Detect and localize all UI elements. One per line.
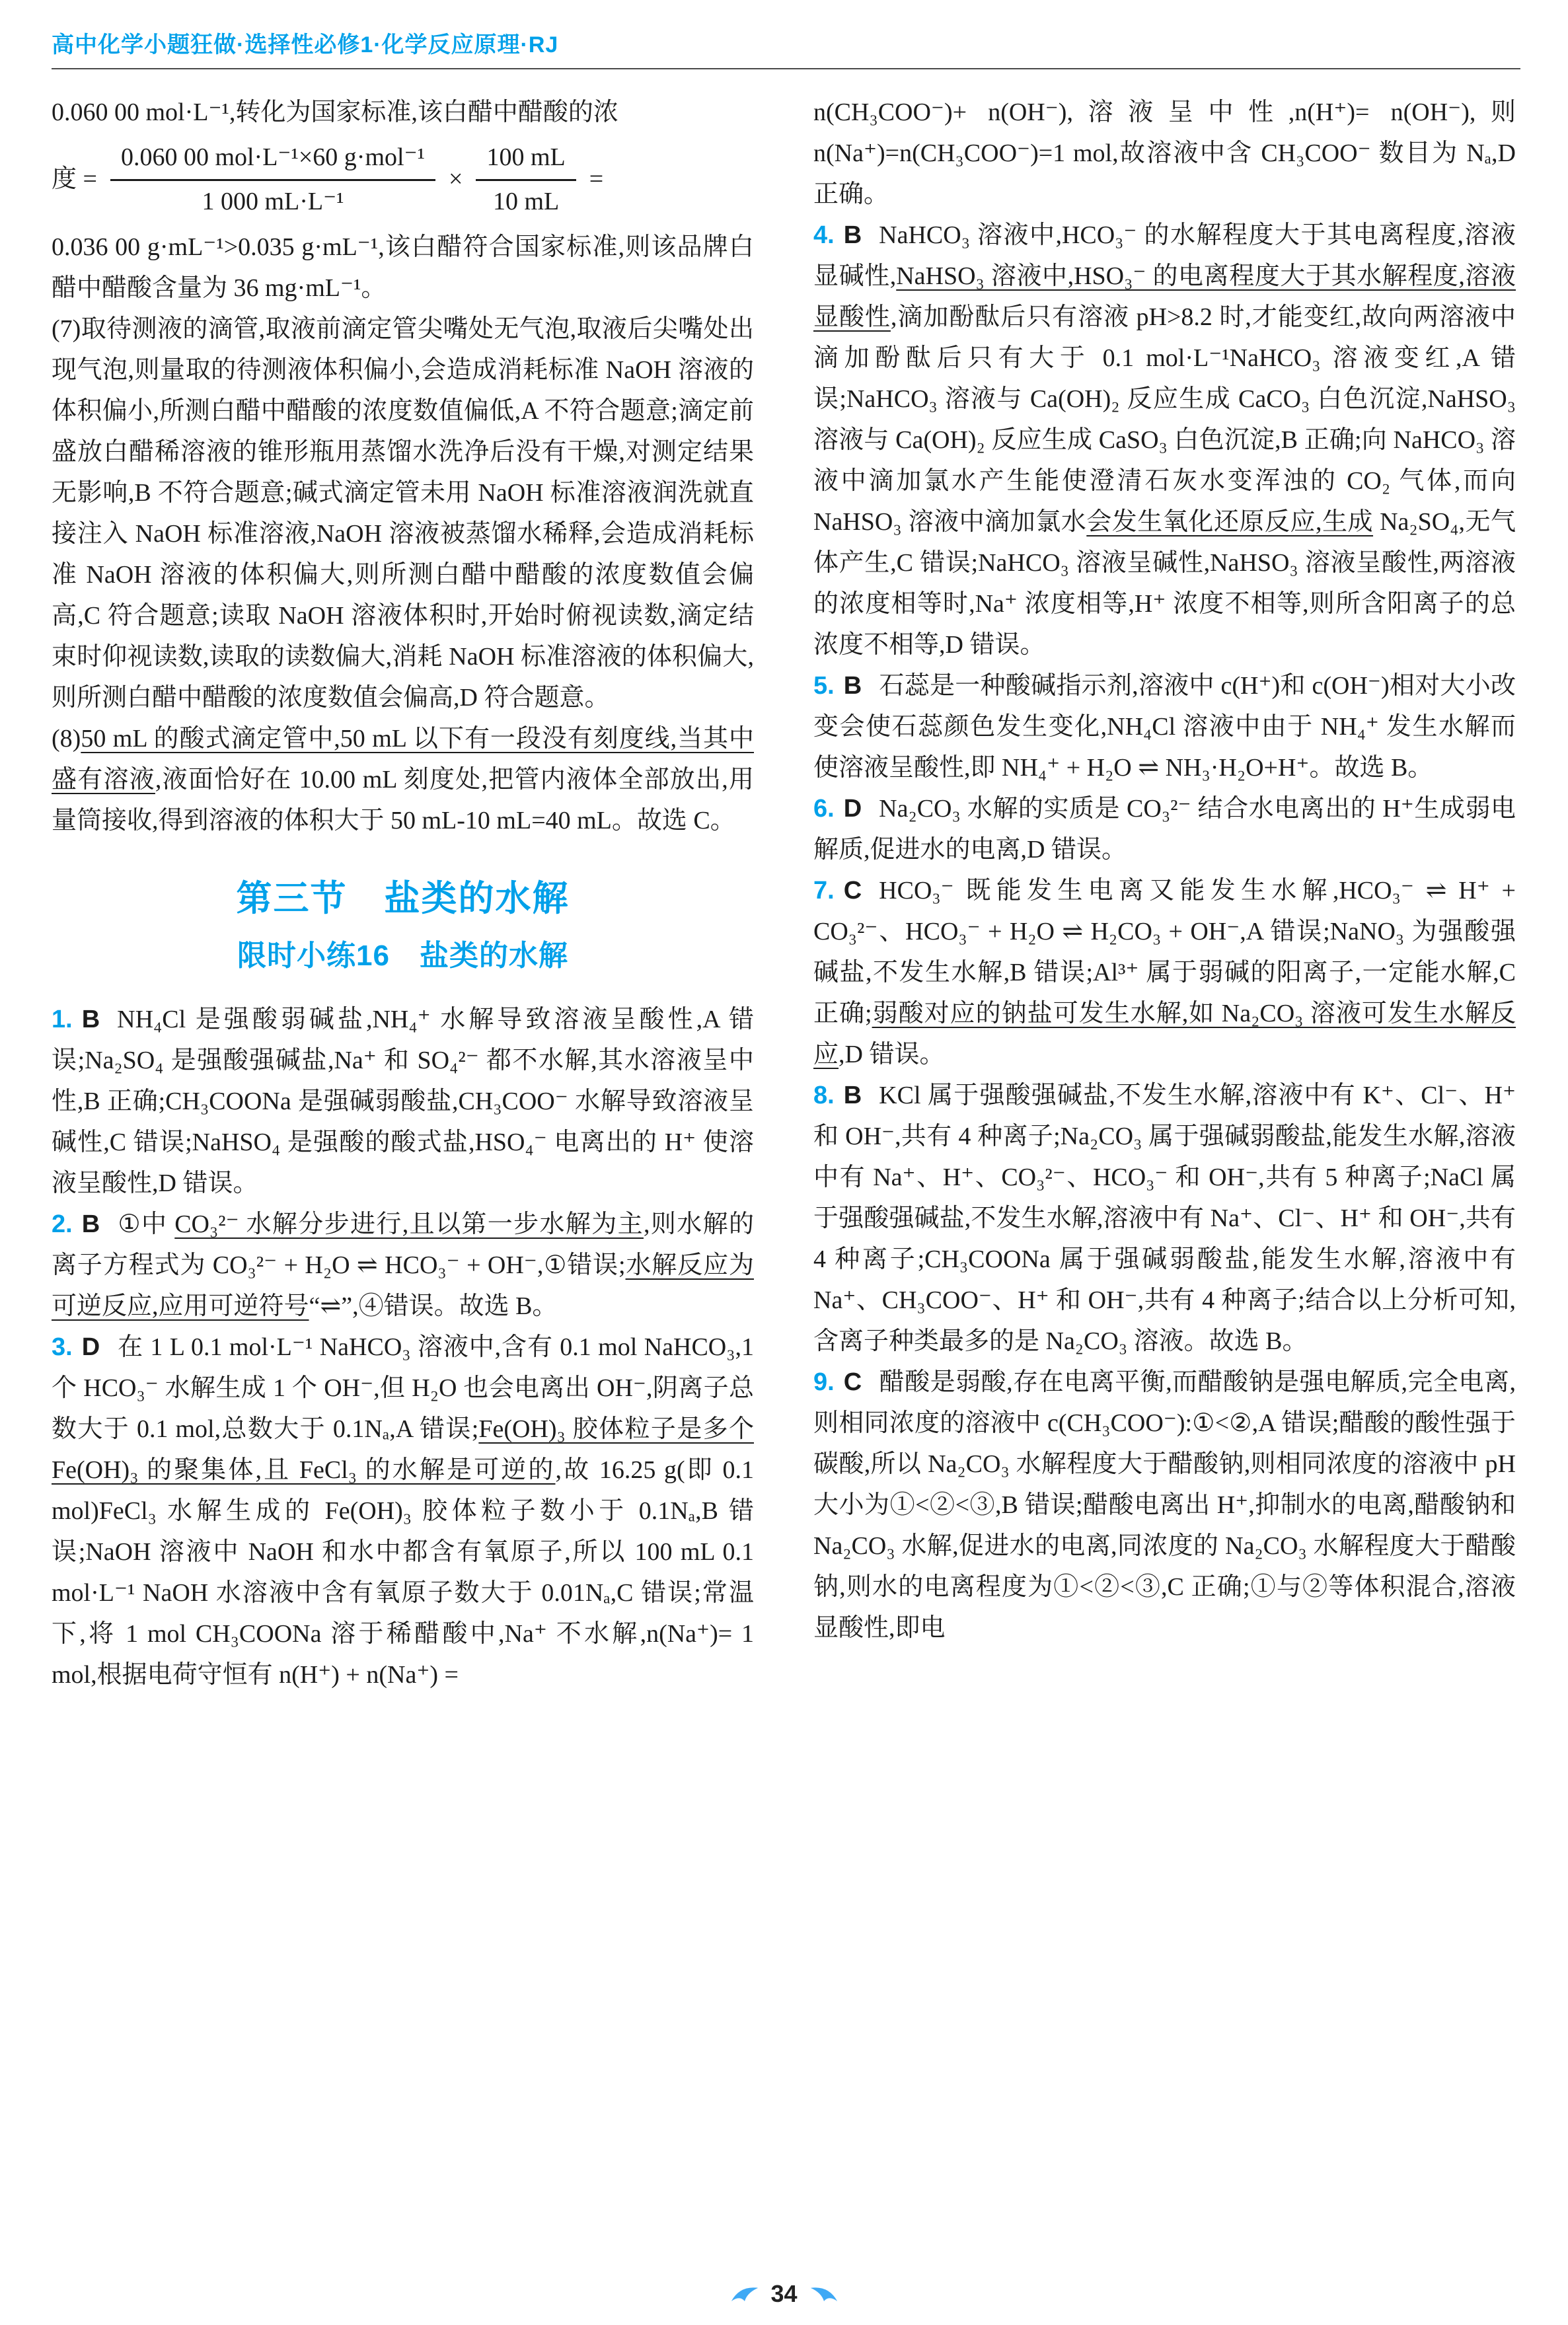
paragraph: (7)取待测液的滴管,取液前滴定管尖嘴处无气泡,取液后尖嘴处出现气泡,则量取的待测液体积偏小,会造成消耗标准 NaOH 溶液的体积偏小,所测白醋中醋酸的浓度数值偏低,A 不符合题意;滴定前盛放白醋稀溶液的锥形瓶用蒸馏水洗净后没有干燥,对测定结果无影响,B 不符合题意;碱式滴定管未用 NaOH 标准溶液润洗就直接注入 NaOH 标准溶液,NaOH 溶液被蒸馏水稀释,会造成消耗标准 NaOH 溶液的体积偏大,则所测白醋中醋酸的浓度数值会偏高,C 符合题意;读取 NaOH 溶液体积时,开始时俯视读数,滴定结束时仰视读数,读取的读数偏大,消耗 NaOH 标准溶液的体积偏大,则所测白醋中醋酸的浓度数值会偏高,D 符合题意。: [52, 315, 754, 712]
answer-text: 石蕊是一种酸碱指示剂,溶液中 c(H⁺)和 c(OH⁻)相对大小改变会使石蕊颜色发生变化,NH₄Cl 溶液中由于 NH₄⁺ 发生水解而使溶液呈酸性,即 NH₄⁺ + H₂O ⇌ NH₃·H₂O+H⁺。故选 B。: [813, 672, 1516, 782]
answer-item: [52, 1204, 754, 1327]
page-number: 34: [770, 2280, 798, 2307]
answer-text: NH₄Cl 是强酸弱碱盐,NH₄⁺ 水解导致溶液呈酸性,A 错误;Na₂SO₄ 是强酸强碱盐,Na⁺ 和 SO₄²⁻ 都不水解,其水溶液呈中性,B 正确;CH₃COONa 是强碱弱酸盐,CH₃COO⁻ 水解导致溶液呈碱性,C 错误;NaHSO₄ 是强酸的酸式盐,HSO₄⁻ 电离出的 H⁺ 使溶液呈酸性,D 错误。: [52, 1006, 754, 1197]
answer-item: [52, 999, 754, 1204]
answer-number: 4.: [813, 221, 835, 249]
answer-text: ①中 CO₃²⁻ 水解分步进行,且以第一步水解为主,则水解的离子方程式为 CO₃²⁻ + H₂O ⇌ HCO₃⁻ + OH⁻,①错误;水解反应为可逆反应,应用可逆符号“⇌”,④错误。故选 B。: [52, 1210, 754, 1320]
answer-text: KCl 属于强酸强碱盐,不发生水解,溶液中有 K⁺、Cl⁻、H⁺ 和 OH⁻,共有 4 种离子;Na₂CO₃ 属于强碱弱酸盐,能发生水解,溶液中有 Na⁺、H⁺、CO₃²⁻、HCO₃⁻ 和 OH⁻,共有 5 种离子;NaCl 属于强酸强碱盐,不发生水解,溶液中有 Na⁺、Cl⁻、H⁺ 和 OH⁻,共有 4 种离子;CH₃COONa 属于强碱弱酸盐,能发生水解,溶液中有 Na⁺、CH₃COO⁻、H⁺ 和 OH⁻,共有 4 种离子;结合以上分析可知,含离子种类最多的是 Na₂CO₃ 溶液。故选 B。: [813, 1082, 1516, 1355]
multiply-sign: ×: [449, 165, 463, 194]
answer-item: [813, 870, 1516, 1075]
footer-ornament-icon: [729, 2284, 759, 2304]
answer-letter: B: [81, 1210, 100, 1238]
exercise-heading: 限时小练16 盐类的水解: [237, 940, 568, 972]
answer-item: [813, 665, 1516, 788]
answer-number: 3.: [52, 1333, 73, 1361]
answer-item: [813, 1075, 1516, 1362]
paragraph: 0.036 00 g·mL⁻¹>0.035 g·mL⁻¹,该白醋符合国家标准,则该品牌白醋中醋酸含量为 36 mg·mL⁻¹。: [52, 233, 754, 302]
formula-tail: =: [589, 165, 604, 194]
answer-text: Na₂CO₃ 水解的实质是 CO₃²⁻ 结合水电离出的 H⁺生成弱电解质,促进水的电离,D 错误。: [813, 795, 1516, 864]
fraction: $\frac{\text{0.060 00 mol·L⁻¹×60 g·mol⁻¹}}{\text{1 000 mL·L⁻¹}}$: [110, 142, 435, 217]
answer-letter: B: [843, 221, 862, 249]
content-area: [52, 92, 1520, 1695]
paragraph: n(CH₃COO⁻)+ n(OH⁻),溶液呈中性,n(H⁺)= n(OH⁻),则 n(Na⁺)=n(CH₃COO⁻)=1 mol,故溶液中含 CH₃COO⁻ 数目为 Nₐ,D 正确。: [813, 98, 1516, 208]
answer-item: [52, 1327, 754, 1695]
answer-number: 7.: [813, 877, 835, 904]
running-header: [52, 26, 1520, 69]
answer-number: 6.: [813, 795, 835, 823]
paragraph: 0.060 00 mol·L⁻¹,转化为国家标准,该白醋中醋酸的浓: [52, 98, 618, 126]
book-title: 高中化学小题狂做·选择性必修1·化学反应原理·RJ: [52, 32, 559, 57]
answer-letter: B: [843, 672, 862, 700]
answer-text: 在 1 L 0.1 mol·L⁻¹ NaHCO₃ 溶液中,含有 0.1 mol NaHCO₃,1 个 HCO₃⁻ 水解生成 1 个 OH⁻,但 H₂O 也会电离出 OH⁻,阴离子总数大于 0.1 mol,总数大于 0.1Nₐ,A 错误;Fe(OH)₃ 胶体粒子是多个 Fe(OH)₃ 的聚集体,且 FeCl₃ 的水解是可逆的,故 16.25 g(即 0.1 mol)FeCl₃ 水解生成的 Fe(OH)₃ 胶体粒子数小于 0.1Nₐ,B 错误;NaOH 溶液中 NaOH 和水中都含有氧原子,所以 100 mL 0.1 mol·L⁻¹ NaOH 水溶液中含有氧原子数大于 0.01Nₐ,C 错误;常温下,将 1 mol CH₃COONa 溶于稀醋酸中,Na⁺ 不水解,n(Na⁺)= 1 mol,根据电荷守恒有 n(H⁺) + n(Na⁺) =: [52, 1333, 754, 1689]
answer-number: 5.: [813, 672, 835, 700]
answer-letter: B: [81, 1006, 100, 1033]
answer-number: 1.: [52, 1006, 73, 1033]
answer-text: HCO₃⁻ 既能发生电离又能发生水解,HCO₃⁻ ⇌ H⁺ + CO₃²⁻、HCO₃⁻ + H₂O ⇌ H₂CO₃ + OH⁻,A 错误;NaNO₃ 为强酸强碱盐,不发生水解,B 错误;Al³⁺ 属于弱碱的阳离子,一定能水解,C 正确;弱酸对应的钠盐可发生水解,如 Na₂CO₃ 溶液可发生水解反应,D 错误。: [813, 877, 1516, 1068]
answer-letter: D: [843, 795, 862, 823]
answer-number: 8.: [813, 1082, 835, 1109]
answer-letter: D: [81, 1333, 100, 1361]
fraction: $\frac{100 mL}{10 mL}$: [476, 142, 576, 217]
answer-letter: C: [843, 1368, 862, 1396]
formula-lead: 度 =: [52, 165, 97, 194]
column-left: [52, 92, 754, 1695]
answer-item: [813, 1362, 1516, 1648]
page-footer: [729, 2280, 838, 2308]
answer-letter: C: [843, 877, 862, 904]
fraction-equation: [52, 142, 754, 217]
answer-item: [813, 215, 1516, 665]
answer-number: 9.: [813, 1368, 835, 1396]
answer-item: [813, 788, 1516, 870]
answer-text: NaHCO₃ 溶液中,HCO₃⁻ 的水解程度大于其电离程度,溶液显碱性,NaHSO₃ 溶液中,HSO₃⁻ 的电离程度大于其水解程度,溶液显酸性,滴加酚酞后只有溶液 pH>8.2 时,才能变红,故向两溶液中滴加酚酞后只有大于 0.1 mol·L⁻¹NaHCO₃ 溶液变红,A 错误;NaHCO₃ 溶液与 Ca(OH)₂ 反应生成 CaCO₃ 白色沉淀,NaHSO₃ 溶液与 Ca(OH)₂ 反应生成 CaSO₃ 白色沉淀,B 正确;向 NaHCO₃ 溶液中滴加氯水产生能使澄清石灰水变浑浊的 CO₂ 气体,而向 NaHSO₃ 溶液中滴加氯水会发生氧化还原反应,生成 Na₂SO₄,无气体产生,C 错误;NaHCO₃ 溶液呈碱性,NaHSO₃ 溶液呈酸性,两溶液的浓度相等时,Na⁺ 浓度相等,H⁺ 浓度不相等,则所含阳离子的总浓度不相等,D 错误。: [813, 221, 1516, 659]
section-heading: 第三节 盐类的水解: [236, 879, 570, 918]
answer-letter: B: [843, 1082, 862, 1109]
column-right: [813, 92, 1516, 1695]
answer-text: 醋酸是弱酸,存在电离平衡,而醋酸钠是强电解质,完全电离,则相同浓度的溶液中 c(CH₃COO⁻):①<②,A 错误;醋酸的酸性强于碳酸,所以 Na₂CO₃ 水解程度大于醋酸钠,则相同浓度的溶液中 pH 大小为①<②<③,B 错误;醋酸电离出 H⁺,抑制水的电离,醋酸钠和 Na₂CO₃ 水解,促进水的电离,同浓度的 Na₂CO₃ 水解程度大于醋酸钠,则水的电离程度为①<②<③,C 正确;①与②等体积混合,溶液显酸性,即电: [813, 1368, 1516, 1642]
footer-ornament-icon: [809, 2284, 839, 2304]
paragraph: (8)50 mL 的酸式滴定管中,50 mL 以下有一段没有刻度线,当其中盛有溶液,液面恰好在 10.00 mL 刻度处,把管内液体全部放出,用量筒接收,得到溶液的体积大于 50 mL-10 mL=40 mL。故选 C。: [52, 725, 754, 834]
answer-number: 2.: [52, 1210, 73, 1238]
